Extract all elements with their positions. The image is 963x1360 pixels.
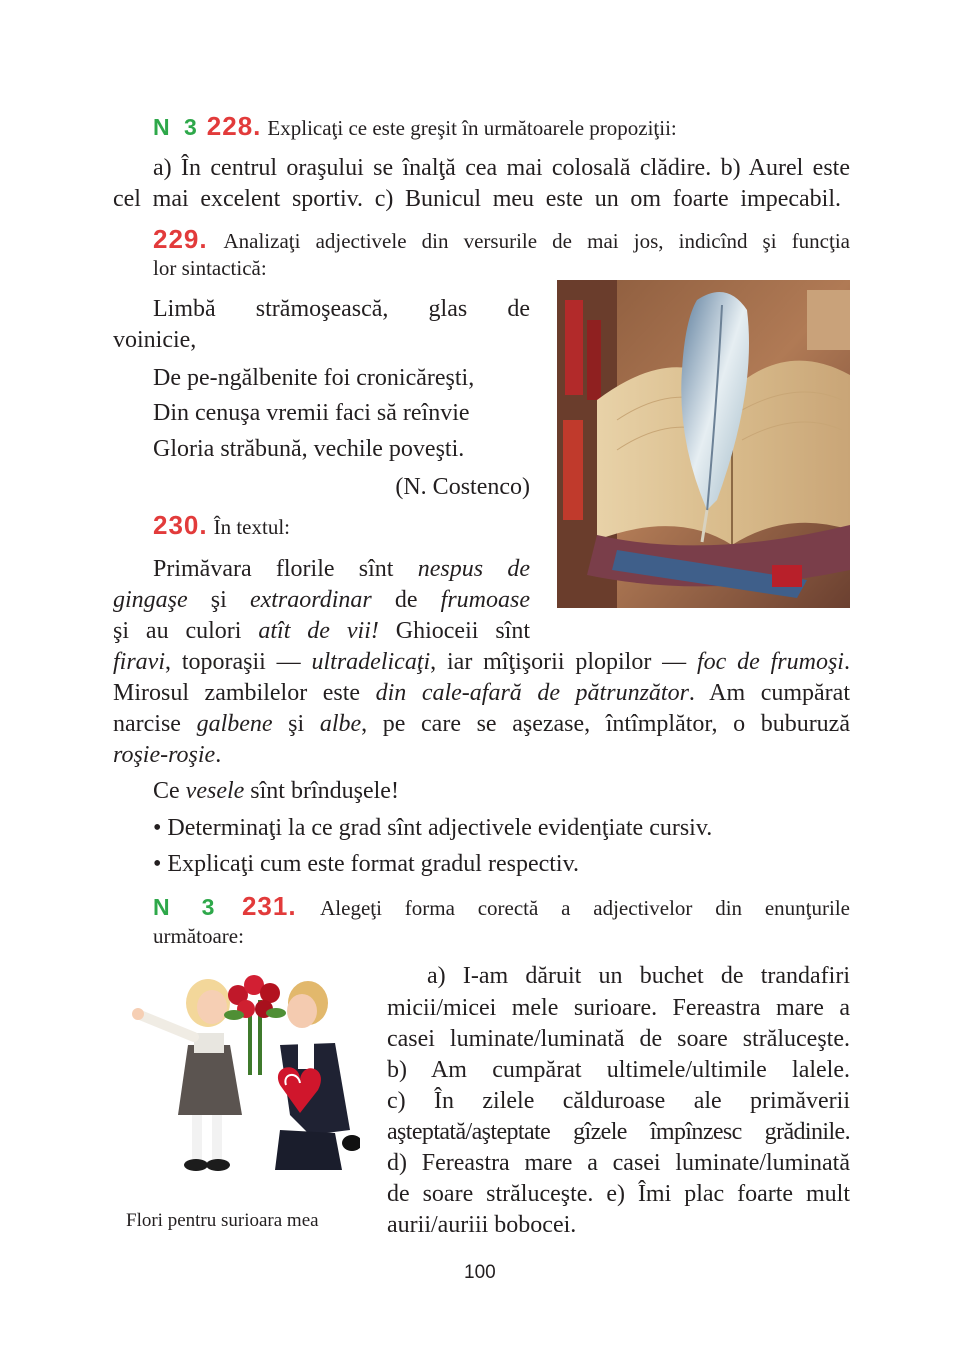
italic-adjective: ultradelicaţi xyxy=(311,649,431,675)
ex231-number: 231. xyxy=(241,891,297,921)
ex231-line-2: micii/micei mele surioare. Fereastra mare a xyxy=(387,995,850,1021)
ex231-line-3: casei luminate/luminată de soare străluceşte. xyxy=(387,1026,850,1052)
text-span: . xyxy=(843,649,850,675)
italic-adjective: nespus de xyxy=(417,556,530,582)
verse-line-2: De pe-ngălbenite foi cronicăreşti, xyxy=(153,365,475,391)
text-span: narcise xyxy=(113,711,197,737)
ex231-line-7: d) Fereastra mare a casei luminate/luminată xyxy=(387,1150,850,1176)
ex230-number: 230. xyxy=(153,510,208,540)
ex231-line-5: c) În zilele călduroase ale primăverii xyxy=(387,1088,850,1114)
italic-adjective: roşie-roşie xyxy=(113,742,216,768)
bullet-text: Explicaţi cum este format gradul respectiv. xyxy=(167,851,580,877)
italic-adjective: frumoase xyxy=(440,587,530,613)
ex229-prompt-2: lor sintactică: xyxy=(153,256,267,280)
bullet-icon: • xyxy=(153,815,168,841)
verse-author: (N. Costenco) xyxy=(395,474,530,500)
text-span: . Am cumpărat xyxy=(688,680,850,706)
ex229-prompt: Analizaţi adjectivele din versurile de mai jos, indicînd şi funcţia xyxy=(223,229,850,253)
ex230-heading xyxy=(153,510,290,543)
italic-adjective: foc de frumoşi xyxy=(696,649,844,675)
text-span: , iar mîţişorii plopilor — xyxy=(430,649,697,675)
ex231-line-8: de soare străluceşte. e) Îmi plac foarte mult xyxy=(387,1181,850,1207)
ex231-prompt-2: următoare: xyxy=(153,924,244,948)
italic-adjective: galbene xyxy=(196,711,273,737)
text-span: şi au culori xyxy=(113,618,259,644)
ex228-marker: N 3 xyxy=(153,114,201,140)
ex230-intro: În textul: xyxy=(213,515,291,539)
bullet-text: Determinaţi la ce grad sînt adjectivele evidenţiate cursiv. xyxy=(167,815,713,841)
text-span: Mirosul zambilelor este xyxy=(113,680,376,706)
ex231-line-9: aurii/auriii bobocei. xyxy=(387,1212,577,1238)
quill-book-illustration xyxy=(557,280,850,608)
ex231-prompt: Alegeţi forma corectă a adjectivelor din enunţurile xyxy=(320,896,851,920)
text-span: , toporaşii — xyxy=(165,649,312,675)
ex231-heading xyxy=(153,891,850,924)
ex231-line-4: b) Am cumpărat ultimele/ultimile lalele. xyxy=(387,1057,850,1083)
italic-adjective: atît de vii! xyxy=(258,618,379,644)
text-span: şi xyxy=(187,587,250,613)
text-span: Primăvara florile sînt xyxy=(153,556,418,582)
ex229-number: 229. xyxy=(153,224,208,254)
verse-line-4: Gloria străbună, vechile poveşti. xyxy=(153,436,465,462)
ex230-text-line-8 xyxy=(153,776,399,807)
ex230-text-line-1 xyxy=(153,554,530,585)
bullet-item-1 xyxy=(153,813,712,844)
italic-adjective: firavi xyxy=(113,649,165,675)
image-caption: Flori pentru surioara mea xyxy=(126,1210,319,1231)
bullet-item-2 xyxy=(153,849,579,880)
ex228-prompt: Explicaţi ce este greşit în următoarele propoziţii: xyxy=(267,116,677,140)
ex230-text-line-5 xyxy=(113,678,850,709)
ex228-line2: cel mai excelent sportiv. c) Bunicul meu este un om foarte impecabil. xyxy=(113,186,841,212)
italic-adjective: din cale-afară de pătrunzător xyxy=(375,680,689,706)
ex231-line-1: a) I-am dăruit un buchet de trandafiri xyxy=(427,963,850,989)
ex231-marker: N 3 xyxy=(153,894,219,920)
text-span: sînt brînduşele! xyxy=(244,778,399,804)
text-span: Ce xyxy=(153,778,186,804)
children-flowers-illustration xyxy=(130,965,360,1185)
text-span: Ghioceii sînt xyxy=(378,618,531,644)
text-span: , pe care se aşezase, întîmplător, o buburuză xyxy=(361,711,850,737)
italic-adjective: albe xyxy=(319,711,362,737)
ex230-text-line-6 xyxy=(113,709,850,740)
bullet-icon: • xyxy=(153,851,168,877)
ex230-text-line-3 xyxy=(113,616,530,647)
italic-adjective: gingaşe xyxy=(113,587,188,613)
ex230-text-line-2 xyxy=(113,585,530,616)
ex228-line1: a) În centrul oraşului se înalţă cea mai colosală clădire. b) Aurel este xyxy=(153,155,850,181)
ex230-text-line-4 xyxy=(113,647,850,678)
verse-line-3: Din cenuşa vremii faci să reînvie xyxy=(153,400,470,426)
italic-adjective: vesele xyxy=(185,778,245,804)
verse-line-1-cont: voinicie, xyxy=(113,327,197,353)
ex228-heading xyxy=(153,111,853,144)
italic-adjective: extraordinar xyxy=(249,587,372,613)
text-span: de xyxy=(371,587,441,613)
page-number: 100 xyxy=(464,1262,496,1283)
text-span: şi xyxy=(272,711,320,737)
verse-line-1: Limbă strămoşească, glas de xyxy=(153,296,530,322)
ex230-text-line-7 xyxy=(113,740,221,771)
ex231-line-6: aşteptată/aşteptate gîzele împînzesc grădinile. xyxy=(387,1119,850,1145)
ex228-number: 228. xyxy=(206,111,262,141)
text-span: . xyxy=(215,742,222,768)
